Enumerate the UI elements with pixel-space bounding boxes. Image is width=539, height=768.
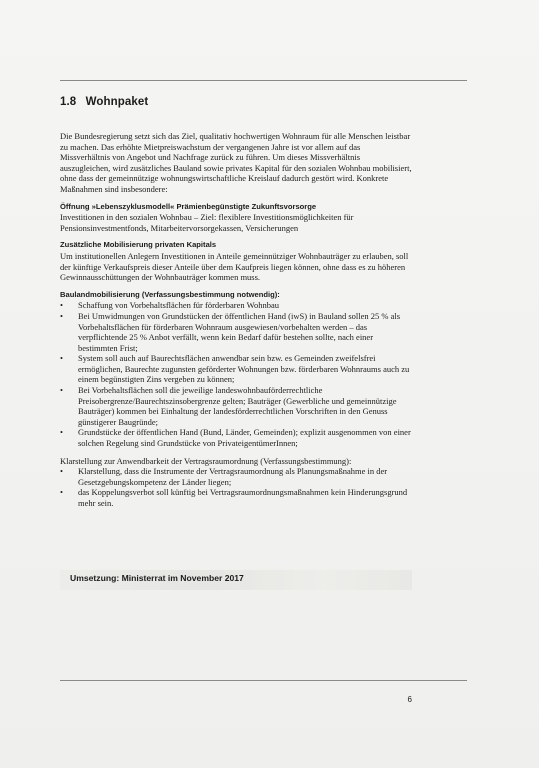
measure-block <box>60 202 412 234</box>
baulandmobilisierung-block <box>60 290 412 449</box>
footer-rule <box>60 680 467 681</box>
intro-paragraph: Die Bundesregierung setzt sich das Ziel, qualitativ hochwertigen Wohnraum für alle Menschen leistbar zu machen. Das erhöhte Mietpreiswachstum der vergangenen Jahre ist vor allem auf das Missverhältnis von Angebot und Nachfrage zurück zu führen. Um dieses Missverhältnis auszugleichen, wird zusätzliches Bauland sowie privates Kapital für den sozialen Wohnbau mobilisiert, ohne dass der gemeinnützige wohnungswirtschaftliche Kreislauf dadurch gestört wird. Konkrete Maßnahmen sind insbesondere: <box>60 131 412 194</box>
list-item: • Grundstücke der öffentlichen Hand (Bund, Länder, Gemeinden); explizit ausgenommen von einer solchen Regelung sind Grundstücke von PrivateigentümerInnen; <box>60 427 412 448</box>
page-number: 6 <box>407 695 412 704</box>
list-item: • Bei Vorbehaltsflächen soll die jeweilige landeswohnbauförderrechtliche Preisobergrenze/Baurechtszinsobergrenze gelten; Bauträger (Gewerbliche und gemeinnützige Bauträger) kommen bei Einhaltung der landesförderrechtlichen Vorschriften in den Genuss günstigerer Baugründe; <box>60 385 412 427</box>
list-item: • Klarstellung, dass die Instrumente der Vertragsraumordnung als Planungsmaßnahme in der Gesetzgebungskompetenz der Länder liegen; <box>60 466 412 487</box>
section-heading <box>60 96 148 108</box>
measure-text: Um institutionellen Anlegern Investitionen in Anteile gemeinnütziger Wohnbauträger zu erlauben, soll der künftige Verkaufspreis dieser Anteile über dem Kaufpreis liegen können, ohne dass es zu höheren Gewinnausschüttungen der Wohnbauträger kommen muss. <box>60 250 409 283</box>
list-item: • System soll auch auf Baurechtsflächen anwendbar sein bzw. es Gemeinden zweifelsfrei ermöglichen, Baurechte zugunsten geförderter Wohnungen bzw. förderbaren Wohnraums auch zu einem begünstigten Zins vergeben zu können; <box>60 353 412 385</box>
baulandmobilisierung-list <box>60 300 412 448</box>
section-title: Wohnpaket <box>85 96 149 108</box>
klarstellung-heading: Klarstellung zur Anwendbarkeit der Vertragsraumordnung (Verfassungsbestimmung): <box>60 455 352 466</box>
measure-block <box>60 240 412 282</box>
measure-heading: Zusätzliche Mobilisierung privaten Kapitals <box>60 240 217 250</box>
klarstellung-list <box>60 466 412 508</box>
measure-heading: Öffnung »Lebenszyklusmodell« Prämienbegünstigte Zukunftsvorsorge <box>60 201 317 211</box>
umsetzung-label: Umsetzung: Ministerrat im November 2017 <box>70 573 244 583</box>
klarstellung-block <box>60 456 412 509</box>
section-content <box>60 131 412 516</box>
list-item: • Schaffung von Vorbehaltsflächen für förderbaren Wohnbau <box>60 300 412 311</box>
top-rule <box>60 80 467 81</box>
section-number: 1.8 <box>60 96 77 108</box>
list-item: • Bei Umwidmungen von Grundstücken der öffentlichen Hand (iwS) in Bauland sollen 25 % als Vorbehaltsflächen für förderbaren Wohnraum ausgewiesen/vorbehalten werden – das verpflichtende 25 % Anbot verfällt, wenn kein Bedarf dafür bestehen sollte, nach einer bestimmten Frist; <box>60 311 412 353</box>
list-item: • das Koppelungsverbot soll künftig bei Vertragsraumordnungsmaßnahmen kein Hinderungsgrund mehr sein. <box>60 487 412 508</box>
measure-text: Investitionen in den sozialen Wohnbau – Ziel: flexiblere Investitionsmöglichkeiten für Pensionsinvestmentfonds, Mitarbeitervorsorgekassen, Versicherungen <box>60 212 354 233</box>
baulandmobilisierung-heading: Baulandmobilisierung (Verfassungsbestimmung notwendig): <box>60 289 280 299</box>
